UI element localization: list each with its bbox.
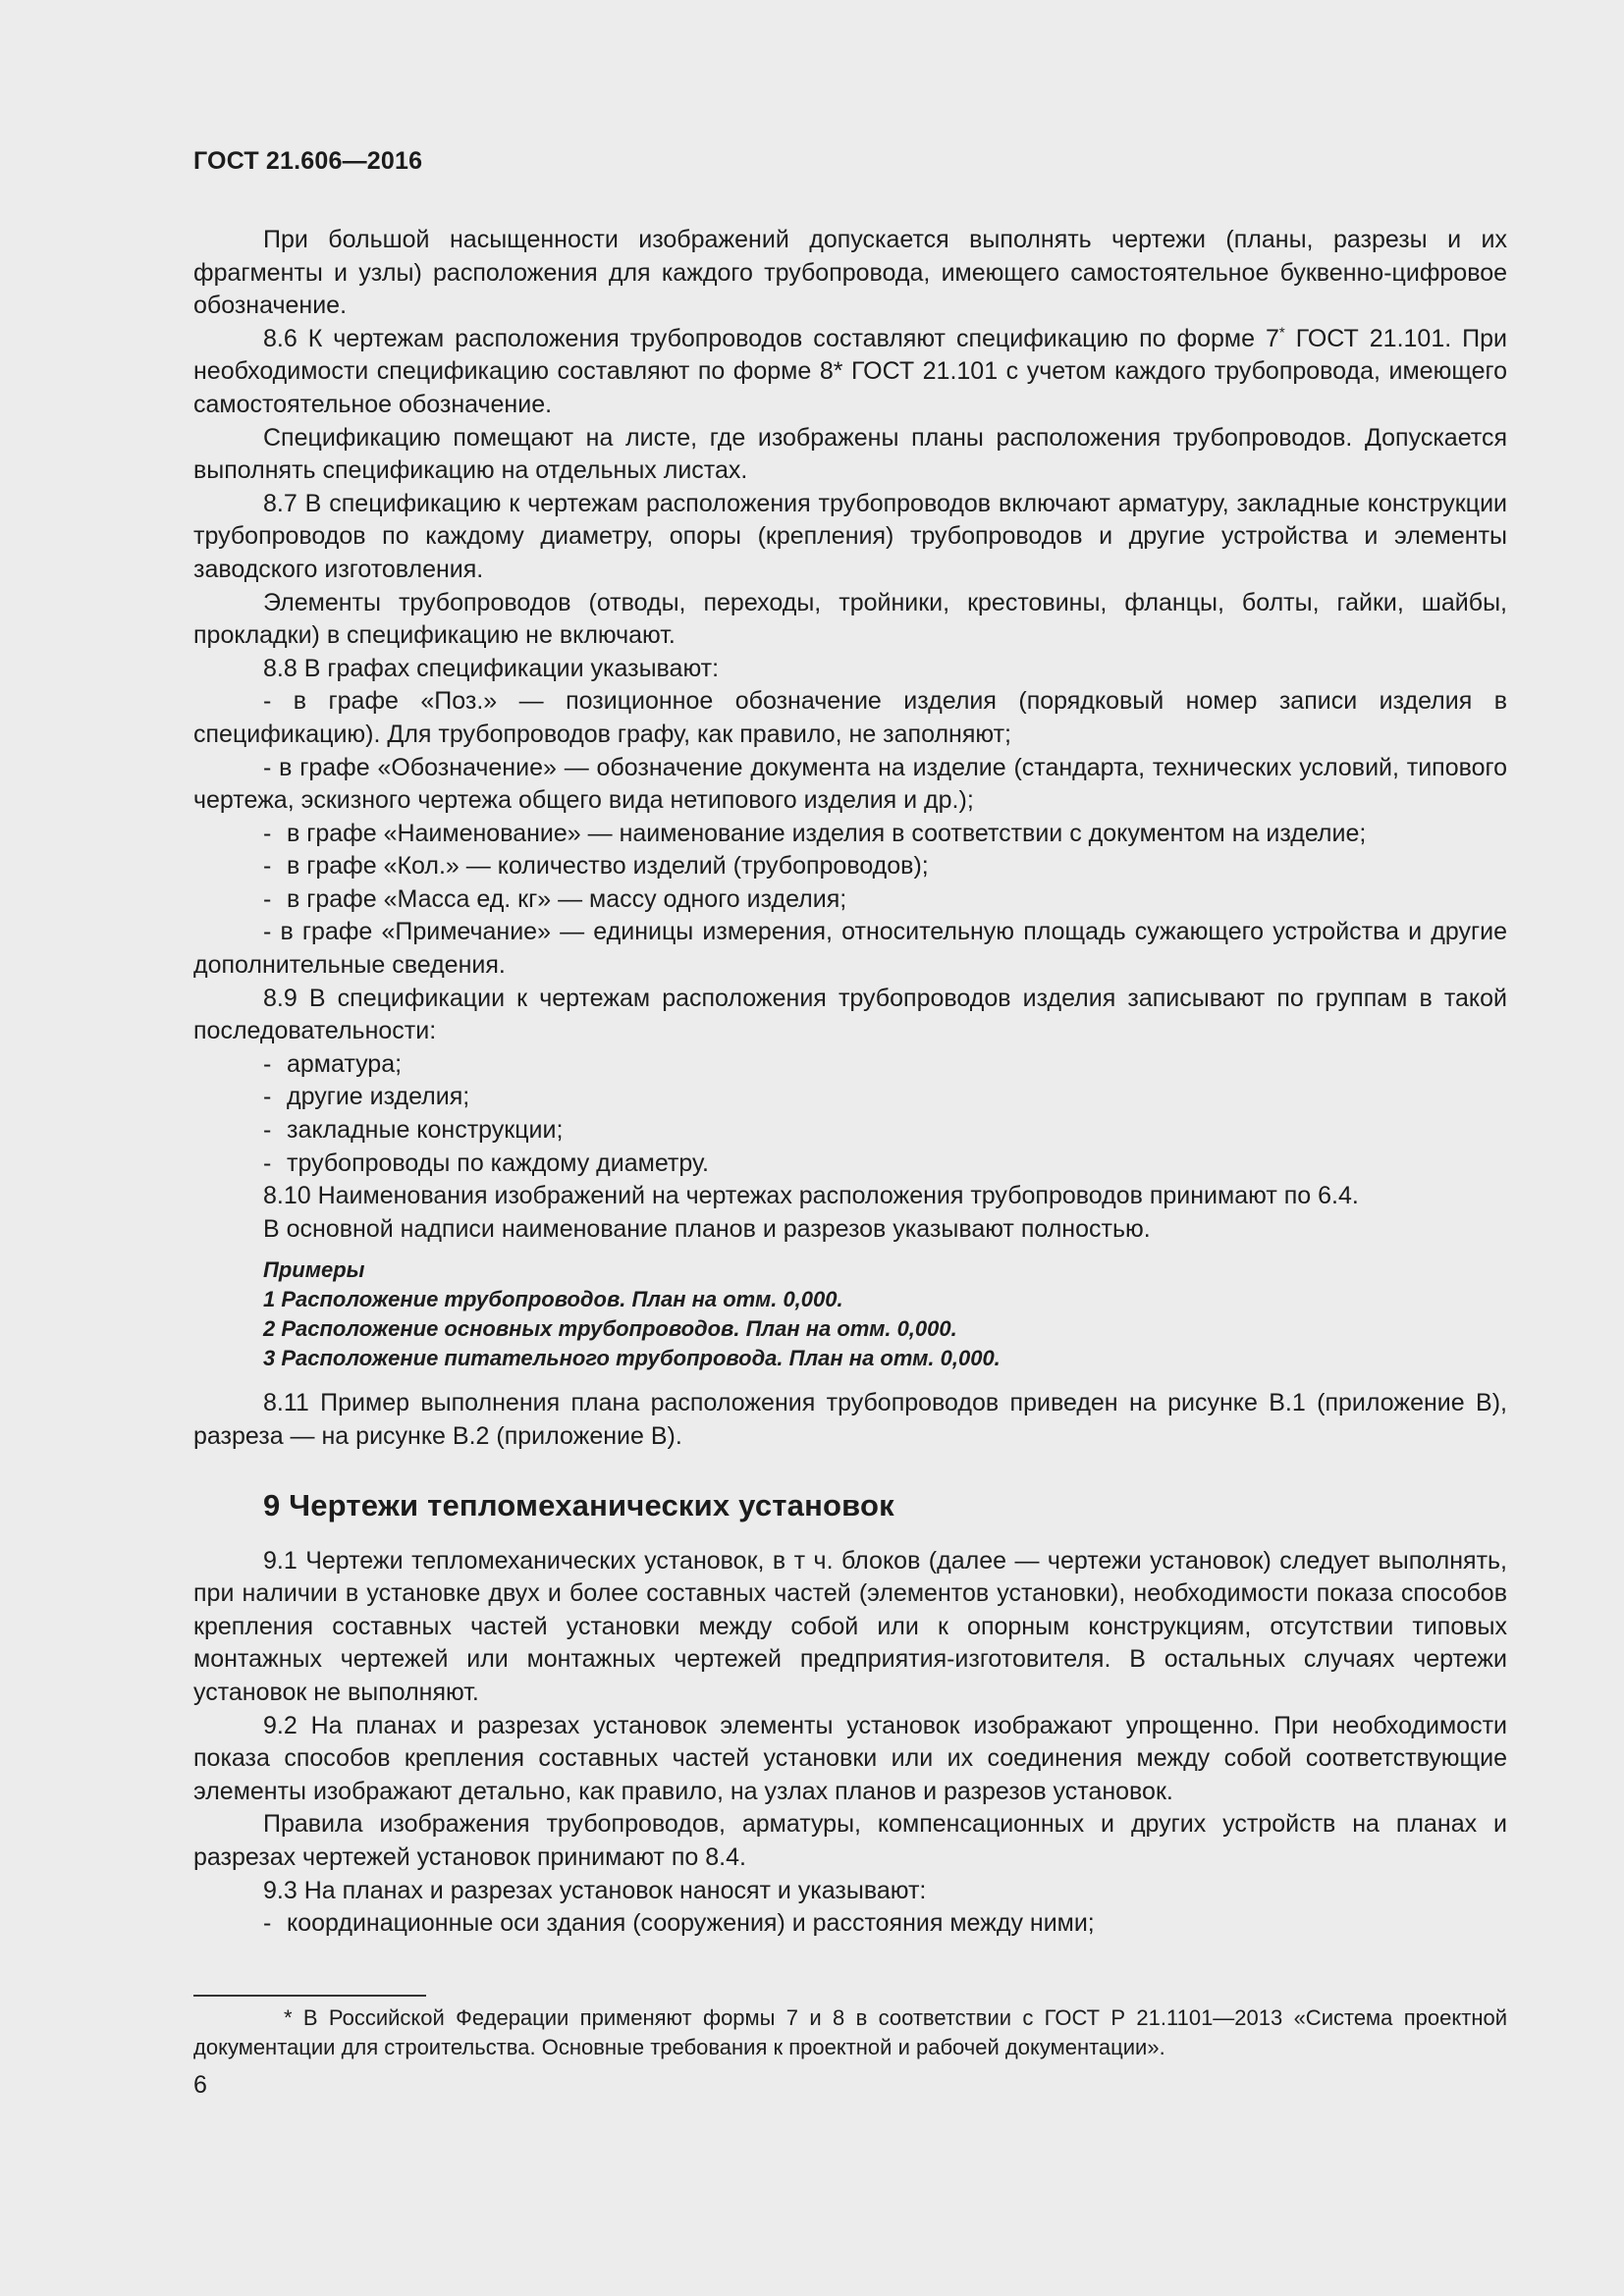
footnote: * В Российской Федерации применяют формы 7 и 8 в соответствии с ГОСТ Р 21.1101—2013 «Система проектной документации для строительства. Основные требования к проектной и рабочей документации». <box>193 2005 1507 2059</box>
list-dash: - <box>263 884 272 913</box>
list-item-text: координационные оси здания (сооружения) и расстояния между ними; <box>287 1909 1095 1938</box>
example-item: 3 Расположение питательного трубопровода. План на отм. 0,000. <box>263 1346 1001 1371</box>
examples-block <box>263 1255 1507 1373</box>
list-item <box>193 818 1507 851</box>
list-item: - в графе «Примечание» — единицы измерения, относительную площадь сужающего устройства и другие дополнительные сведения. <box>193 918 1507 980</box>
list-dash: - <box>263 1909 272 1938</box>
footnote-divider <box>193 1995 426 1997</box>
paragraph: В основной надписи наименование планов и разрезов указывают полностью. <box>263 1214 1151 1243</box>
list-item <box>193 1907 1507 1941</box>
clause-8-8: 8.8 В графах спецификации указывают: <box>263 654 720 682</box>
list-item <box>193 850 1507 883</box>
document-body <box>193 224 1507 1941</box>
clause-8-11: 8.11 Пример выполнения плана расположения трубопроводов приведен на рисунке В.1 (приложение В), разреза — на рисунке В.2 (приложение В). <box>193 1389 1507 1450</box>
paragraph: При большой насыщенности изображений допускается выполнять чертежи (планы, разрезы и их фрагменты и узлы) расположения для каждого трубопровода, имеющего самостоятельное буквенно-цифровое обозначение. <box>193 226 1507 320</box>
list-item: - в графе «Обозначение» — обозначение документа на изделие (стандарта, технических условий, типового чертежа, эскизного чертежа общего вида нетипового изделия и др.); <box>193 753 1507 815</box>
list-item-text: в графе «Кол.» — количество изделий (трубопроводов); <box>287 852 929 881</box>
list-dash: - <box>263 1116 272 1145</box>
list-dash: - <box>263 819 272 847</box>
list-item-text: закладные конструкции; <box>287 1116 564 1145</box>
clause-9-2: 9.2 На планах и разрезах установок элементы установок изображают упрощенно. При необходимости показа способов крепления составных частей установки или их соединения между собой соответствующие элементы изображают детально, как правило, на узлах планов и разрезов установок. <box>193 1711 1507 1805</box>
examples-title: Примеры <box>263 1257 365 1283</box>
clause-8-9: 8.9 В спецификации к чертежам расположения трубопроводов изделия записывают по группам в такой последовательности: <box>193 984 1507 1045</box>
clause-8-6 <box>193 323 1507 422</box>
list-dash: - <box>263 852 272 881</box>
section-9-title: 9 Чертежи тепломеханических установок <box>263 1487 894 1522</box>
paragraph: Элементы трубопроводов (отводы, переходы, тройники, крестовины, фланцы, болты, гайки, шайбы, прокладки) в спецификацию не включают. <box>193 588 1507 650</box>
list-item <box>193 883 1507 917</box>
list-dash: - <box>263 1083 272 1111</box>
list-item: - в графе «Поз.» — позиционное обозначение изделия (порядковый номер записи изделия в спецификацию). Для трубопроводов графу, как правило, не заполняют; <box>193 687 1507 748</box>
list-item <box>193 1114 1507 1148</box>
doc-code-header: ГОСТ 21.606—2016 <box>193 147 423 175</box>
page-number: 6 <box>193 2071 207 2099</box>
list-item-text: в графе «Наименование» — наименование изделия в соответствии с документом на изделие; <box>287 819 1367 847</box>
list-item <box>193 1148 1507 1181</box>
list-dash: - <box>263 1049 272 1078</box>
clause-8-10: 8.10 Наименования изображений на чертежах расположения трубопроводов принимают по 6.4. <box>263 1182 1359 1210</box>
paragraph: Правила изображения трубопроводов, арматуры, компенсационных и других устройств на планах и разрезах чертежей установок принимают по 8.4. <box>193 1810 1507 1871</box>
example-item: 1 Расположение трубопроводов. План на отм. 0,000. <box>263 1287 843 1312</box>
footnote-marker: * <box>1278 324 1285 342</box>
clause-8-6-part2: ГОСТ 21.101. При необходимости спецификацию составляют по форме 8* ГОСТ 21.101 с учетом каждого трубопровода, имеющего самостоятельное обозначение. <box>193 324 1507 418</box>
list-item-text: в графе «Масса ед. кг» — массу одного изделия; <box>287 884 847 913</box>
paragraph: Спецификацию помещают на листе, где изображены планы расположения трубопроводов. Допускается выполнять спецификацию на отдельных листах. <box>193 423 1507 485</box>
list-item-text: трубопроводы по каждому диаметру. <box>287 1148 709 1177</box>
example-item: 2 Расположение основных трубопроводов. План на отм. 0,000. <box>263 1316 957 1342</box>
list-dash: - <box>263 1148 272 1177</box>
clause-9-3: 9.3 На планах и разрезах установок наносят и указывают: <box>263 1876 927 1904</box>
list-item-text: другие изделия; <box>287 1083 470 1111</box>
list-item <box>193 1081 1507 1114</box>
list-item <box>193 1048 1507 1082</box>
clause-9-1: 9.1 Чертежи тепломеханических установок, в т ч. блоков (далее — чертежи установок) следует выполнять, при наличии в установке двух и более составных частей (элементов установки), необходимости показа способов крепления составных частей установки между собой или к опорным конструкциям, отсутствии типовых монтажных чертежей или монтажных чертежей предприятия-изготовителя. В остальных случаях чертежи установок не выполняют. <box>193 1546 1507 1706</box>
clause-8-6-part1: 8.6 К чертежам расположения трубопроводов составляют спецификацию по форме 7 <box>263 324 1279 352</box>
list-item-text: арматура; <box>287 1049 403 1078</box>
clause-8-7: 8.7 В спецификацию к чертежам расположения трубопроводов включают арматуру, закладные конструкции трубопроводов по каждому диаметру, опоры (крепления) трубопроводов и другие устройства и элементы заводского изготовления. <box>193 489 1507 583</box>
